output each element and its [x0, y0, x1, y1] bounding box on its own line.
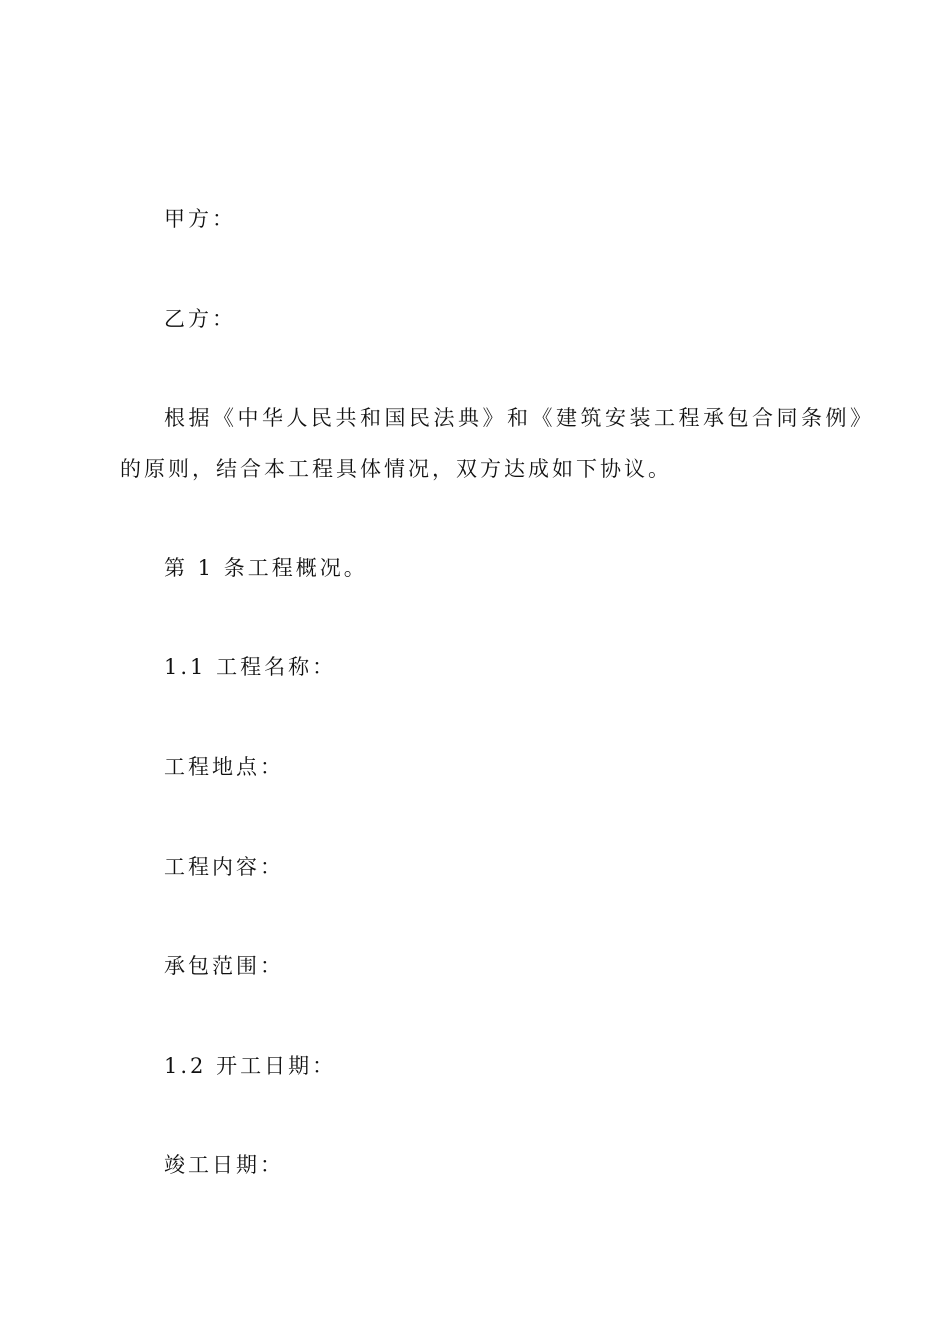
- start-date-field: 1.2 开工日期：: [164, 1054, 337, 1078]
- article-1-title: 第 1 条工程概况。: [164, 556, 368, 580]
- preamble-line-1: 根据《中华人民共和国民法典》和《建筑安装工程承包合同条例》: [164, 406, 875, 430]
- completion-date-field: 竣工日期：: [164, 1153, 284, 1177]
- project-name-field: 1.1 工程名称：: [164, 655, 337, 679]
- project-location-field: 工程地点：: [164, 755, 284, 779]
- preamble-line-2: 的原则，结合本工程具体情况，双方达成如下协议。: [120, 457, 672, 481]
- party-a-label: 甲方：: [164, 207, 236, 231]
- project-content-field: 工程内容：: [164, 855, 284, 879]
- contract-scope-field: 承包范围：: [164, 954, 284, 978]
- party-b-label: 乙方：: [164, 307, 236, 331]
